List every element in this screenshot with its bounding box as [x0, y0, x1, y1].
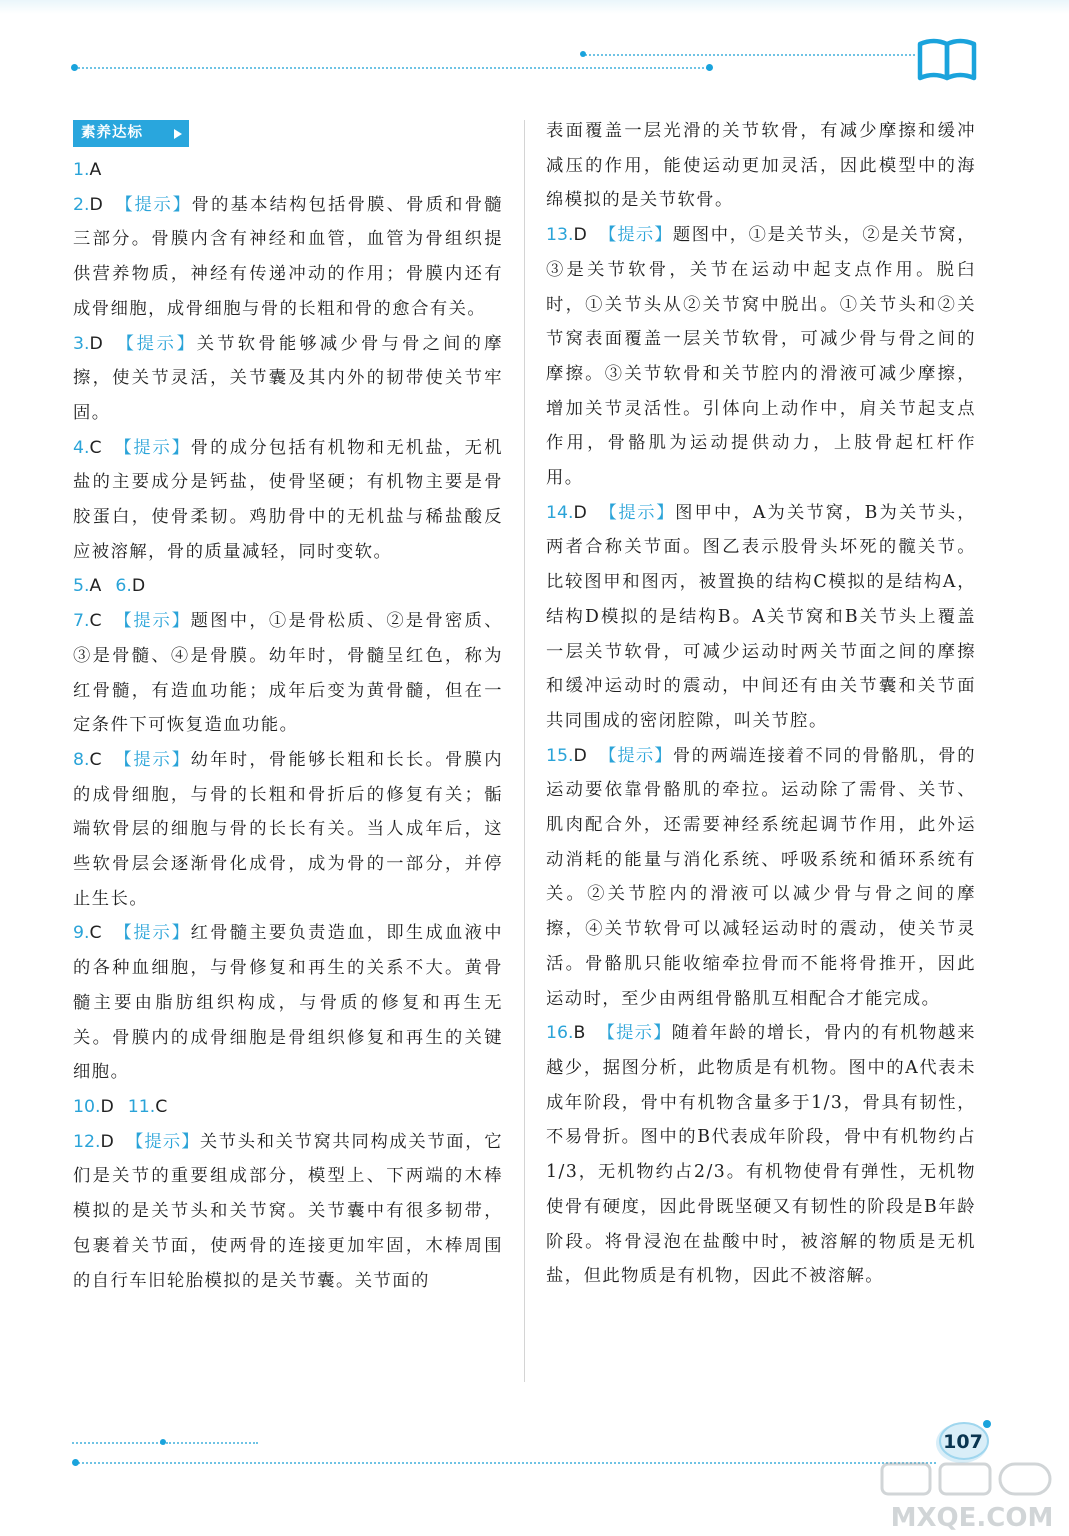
section-tag-label: 素养达标 [81, 125, 143, 141]
answer-choice: D [573, 225, 587, 246]
question-number: 3. [73, 333, 90, 354]
answer-choice: D [100, 1096, 114, 1117]
question-number: 14. [546, 502, 574, 523]
hint-label: 【提示】 [113, 749, 191, 770]
top-band [0, 0, 1069, 14]
question-number: 1. [73, 160, 90, 180]
footer-dotted-line-upper-a [72, 1442, 162, 1444]
answer-item [73, 188, 503, 327]
hint-label: 【提示】 [113, 611, 191, 632]
answer-choice: D [89, 333, 103, 354]
answer-item [546, 218, 976, 496]
watermark-text: MXQE.COM [890, 1503, 1054, 1533]
answer-item [546, 1016, 976, 1294]
header-dot-left [71, 64, 78, 71]
footer-dotted-line-upper-b [166, 1442, 258, 1444]
hint-text: 骨的成分包括有机物和无机盐，无机盐的主要成分是钙盐，使骨坚硬；有机物主要是骨胶蛋白，使骨柔韧。鸡肋骨中的无机盐与稀盐酸反应被溶解，骨的质量减轻，同时变软。 [73, 437, 503, 562]
question-number: 15. [546, 745, 574, 766]
hint-label: 【提示】 [598, 745, 673, 766]
question-number: 9. [73, 923, 90, 944]
right-column [546, 114, 976, 1294]
triangle-right-icon [174, 129, 182, 139]
answer-continuation: 表面覆盖一层光滑的关节软骨，有减少摩擦和缓冲减压的作用，能使运动更加灵活，因此模型中的海绵模拟的是关节软骨。 [546, 121, 976, 211]
question-number: 5. [73, 576, 90, 597]
answer-choice: A [89, 160, 102, 180]
hint-text: 关节软骨能够减少骨与骨之间的摩擦，使关节灵活，关节囊及其内外的韧带使关节牢固。 [73, 333, 503, 423]
question-number: 4. [73, 437, 90, 458]
hint-text: 红骨髓主要负责造血，即生成血液中的各种血细胞，与骨修复和再生的关系不大。黄骨髓主要由脂肪组织构成，与骨质的修复和再生无关。骨膜内的成骨细胞是骨组织修复和再生的关键细胞。 [73, 923, 503, 1083]
watermark [880, 1462, 1066, 1534]
header-dot-right [706, 64, 713, 71]
question-number: 10. [73, 1096, 101, 1117]
hint-label: 【提示】 [597, 1023, 672, 1044]
answer-choice: C [89, 749, 102, 770]
question-number: 2. [73, 194, 90, 215]
answer-item [546, 496, 976, 739]
answer-list-right [546, 218, 976, 1294]
footer-dot-left [72, 1459, 79, 1466]
hint-text: 关节头和关节窝共同构成关节面，它们是关节的重要组成部分，模型上、下两端的木棒模拟的是关节头和关节窝。关节囊中有很多韧带，包裹着关节面，使两骨的连接更加牢固，木棒周围的自行车旧轮胎模拟的是关节囊。关节面的 [73, 1131, 503, 1291]
hint-text: 题图中，①是骨松质、②是骨密质、③是骨髓、④是骨膜。幼年时，骨髓呈红色，称为红骨髓，有造血功能；成年后变为黄骨髓，但在一定条件下可恢复造血功能。 [73, 611, 503, 736]
column-divider [524, 120, 525, 1382]
answer-choice: D [573, 502, 587, 523]
left-column [73, 114, 503, 1298]
question-number: 12. [73, 1131, 101, 1152]
question-number: 13. [546, 225, 574, 246]
header-dot-upper [580, 51, 586, 57]
answer-item [73, 569, 503, 604]
question-number: 11. [127, 1096, 156, 1117]
answer-choice: C [89, 923, 102, 944]
page-number: 107 [943, 1431, 983, 1453]
answer-choice: D [89, 194, 103, 215]
hint-label: 【提示】 [125, 1131, 200, 1152]
answer-item [73, 1090, 503, 1125]
hint-label: 【提示】 [598, 502, 676, 523]
answer-choice: D [573, 745, 587, 766]
answer-choice: C [89, 437, 102, 458]
answer-list-left [73, 153, 503, 1298]
hint-label: 【提示】 [113, 923, 191, 944]
question-number: 8. [73, 749, 90, 770]
answer-choice: B [573, 1023, 586, 1044]
hint-label: 【提示】 [113, 437, 191, 458]
question-number: 7. [73, 611, 90, 632]
answer-choice: C [155, 1096, 168, 1117]
open-book-icon [916, 36, 978, 82]
hint-text: 题图中，①是关节头，②是关节窝，③是关节软骨，关节在运动中起支点作用。脱臼时，①关节头从②关节窝中脱出。①关节头和②关节窝表面覆盖一层关节软骨，可减少骨与骨之间的摩擦。③关节软骨和关节腔内的滑液可减少摩擦，增加关节灵活性。引体向上动作中，肩关节起支点作用，骨骼肌为运动提供动力，上肢骨起杠杆作用。 [546, 225, 976, 489]
answer-choice: D [131, 576, 146, 597]
answer-item [73, 604, 503, 743]
answer-item [73, 327, 503, 431]
hint-text: 幼年时，骨能够长粗和长长。骨膜内的成骨细胞，与骨的长粗和骨折后的修复有关；骺端软骨层的细胞与骨的长长有关。当人成年后，这些软骨层会逐渐骨化成骨，成为骨的一部分，并停止生长。 [73, 749, 503, 909]
hint-label: 【提示】 [114, 194, 192, 215]
answer-choice: D [100, 1131, 114, 1152]
answer-item [73, 916, 503, 1090]
answer-item [73, 153, 503, 188]
hint-label: 【提示】 [598, 225, 673, 246]
answer-item [73, 431, 503, 570]
question-number: 16. [546, 1023, 574, 1044]
hint-label: 【提示】 [114, 333, 197, 354]
answer-item [73, 1125, 503, 1299]
hint-text: 骨的两端连接着不同的骨骼肌，骨的运动要依靠骨骼肌的牵拉。运动除了需骨、关节、肌肉配合外，还需要神经系统起调节作用，此外运动消耗的能量与消化系统、呼吸系统和循环系统有关。②关节腔内的滑液可以减少骨与骨之间的摩擦，④关节软骨可以减轻运动时的震动，使关节灵活。骨骼肌只能收缩牵拉骨而不能将骨推开，因此运动时，至少由两组骨骼肌互相配合才能完成。 [546, 745, 976, 1009]
question-number: 6. [115, 576, 132, 597]
hint-text: 随着年龄的增长，骨内的有机物越来越少，据图分析，此物质是有机物。图中的A代表未成年阶段，骨中有机物含量多于1/3，骨具有韧性，不易骨折。图中的B代表成年阶段，骨中有机物约占1/3，无机物约占2/3。有机物使骨有弹性，无机物使骨有硬度，因此骨既坚硬又有韧性的阶段是B年龄阶段。将骨浸泡在盐酸中时，被溶解的物质是无机盐，但此物质是有机物，因此不被溶解。 [546, 1023, 976, 1287]
header-dotted-line-upper [585, 54, 915, 56]
footer-dotted-line [78, 1462, 936, 1464]
answer-item [73, 743, 503, 917]
hint-text: 骨的基本结构包括骨膜、骨质和骨髓三部分。骨膜内含有神经和血管，血管为骨组织提供营养物质，神经有传递冲动的作用；骨膜内还有成骨细胞，成骨细胞与骨的长粗和骨的愈合有关。 [73, 194, 503, 319]
answer-choice: A [89, 576, 102, 597]
section-tag [73, 120, 189, 147]
header-dotted-line [75, 67, 711, 69]
answer-choice: C [89, 611, 102, 632]
hint-text: 图甲中，A为关节窝，B为关节头，两者合称关节面。图乙表示股骨头坏死的髋关节。比较图甲和图丙，被置换的结构C模拟的是结构A，结构D模拟的是结构B。A关节窝和B关节头上覆盖一层关节软骨，可减少运动时两关节面之间的摩擦和缓冲运动时的震动，中间还有由关节囊和关节面共同围成的密闭腔隙，叫关节腔。 [546, 502, 976, 731]
answer-item [546, 739, 976, 1017]
